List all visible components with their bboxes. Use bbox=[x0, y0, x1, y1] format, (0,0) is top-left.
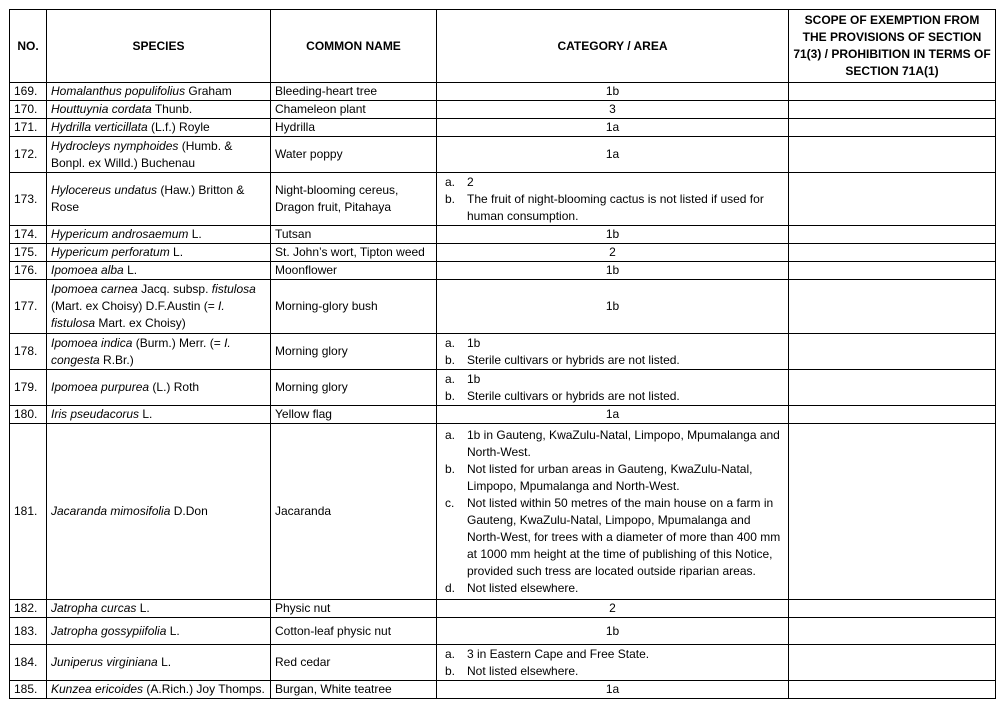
common-name: Jacaranda bbox=[271, 424, 437, 600]
row-number: 185. bbox=[10, 681, 47, 699]
species-name bbox=[47, 618, 271, 645]
species-name bbox=[47, 406, 271, 424]
list-marker: a. bbox=[445, 646, 456, 661]
row-number: 183. bbox=[10, 618, 47, 645]
scientific-name-part: Juniperus virginiana bbox=[51, 655, 158, 669]
scientific-name-part: Hypericum androsaemum bbox=[51, 227, 189, 241]
species-name bbox=[47, 83, 271, 101]
header-no: NO. bbox=[10, 10, 47, 83]
authority-part: L. bbox=[123, 263, 138, 277]
row-number: 178. bbox=[10, 334, 47, 370]
authority-part: L. bbox=[188, 227, 202, 241]
table-row bbox=[10, 645, 996, 681]
category-area bbox=[437, 645, 789, 681]
list-marker: b. bbox=[445, 663, 456, 678]
authority-part: (L.) Roth bbox=[149, 380, 200, 394]
category-area: 1b bbox=[437, 226, 789, 244]
invasive-species-table bbox=[9, 9, 996, 699]
list-text: Not listed elsewhere. bbox=[467, 580, 579, 595]
row-number: 177. bbox=[10, 280, 47, 334]
common-name: Tutsan bbox=[271, 226, 437, 244]
category-area: 1b bbox=[437, 618, 789, 645]
authority-part: L. bbox=[136, 601, 150, 615]
common-name: Red cedar bbox=[271, 645, 437, 681]
list-marker: b. bbox=[445, 388, 456, 403]
table-row bbox=[10, 226, 996, 244]
table-row bbox=[10, 618, 996, 645]
authority-part: L. bbox=[166, 623, 180, 638]
category-list-item bbox=[445, 663, 784, 680]
species-name bbox=[47, 681, 271, 699]
row-number: 171. bbox=[10, 119, 47, 137]
list-marker: b. bbox=[445, 191, 456, 206]
category-list-item bbox=[445, 580, 784, 597]
scope-of-exemption bbox=[789, 618, 996, 645]
category-list-item bbox=[445, 461, 784, 495]
scientific-name-part: I. fistulosa bbox=[51, 299, 225, 330]
category-area bbox=[437, 424, 789, 600]
category-area bbox=[437, 370, 789, 406]
species-name bbox=[47, 262, 271, 280]
table-row bbox=[10, 424, 996, 600]
species-name bbox=[47, 424, 271, 600]
authority-part: D.Don bbox=[170, 504, 208, 518]
authority-part: Thunb. bbox=[151, 102, 193, 116]
authority-part: L. bbox=[139, 407, 153, 421]
authority-part: Mart. ex Choisy) bbox=[95, 316, 186, 330]
row-number: 169. bbox=[10, 83, 47, 101]
scope-of-exemption bbox=[789, 137, 996, 173]
species-name bbox=[47, 226, 271, 244]
list-text: Not listed within 50 metres of the main house on a farm in Gauteng, KwaZulu-Natal, Limpopo, Mpumalanga and North-West, for trees with a diameter of more than 400 mm at 1000 mm height at the time of publishing of this Notice, provided such tress are located outside riparian areas. bbox=[467, 495, 781, 578]
authority-part: R.Br.) bbox=[99, 352, 134, 367]
category-area: 1a bbox=[437, 119, 789, 137]
scope-of-exemption bbox=[789, 119, 996, 137]
scientific-name-part: Hydrocleys nymphoides bbox=[51, 138, 179, 153]
list-marker: c. bbox=[445, 495, 455, 510]
list-text: The fruit of night-blooming cactus is not listed if used for human consumption. bbox=[467, 191, 764, 223]
table-row bbox=[10, 119, 996, 137]
table-body bbox=[10, 83, 996, 699]
scope-of-exemption bbox=[789, 681, 996, 699]
category-list bbox=[445, 646, 784, 680]
common-name: Moonflower bbox=[271, 262, 437, 280]
row-number: 176. bbox=[10, 262, 47, 280]
category-list bbox=[445, 335, 784, 369]
table-row bbox=[10, 101, 996, 119]
authority-part: (Haw.) Britton & Rose bbox=[51, 183, 245, 214]
list-text: Sterile cultivars or hybrids are not listed. bbox=[467, 352, 680, 367]
row-number: 181. bbox=[10, 424, 47, 600]
species-name bbox=[47, 137, 271, 173]
row-number: 182. bbox=[10, 600, 47, 618]
scientific-name-part: Jatropha curcas bbox=[51, 601, 137, 615]
scope-of-exemption bbox=[789, 600, 996, 618]
common-name: Cotton-leaf physic nut bbox=[271, 618, 437, 645]
scientific-name-part: Ipomoea purpurea bbox=[51, 380, 150, 394]
header-species: SPECIES bbox=[47, 10, 271, 83]
category-area: 1a bbox=[437, 137, 789, 173]
list-text: Sterile cultivars or hybrids are not listed. bbox=[467, 388, 680, 403]
authority-part: (Burm.) Merr. (= bbox=[132, 335, 225, 350]
scientific-name-part: Homalanthus populifolius bbox=[51, 84, 186, 98]
table-row bbox=[10, 406, 996, 424]
row-number: 184. bbox=[10, 645, 47, 681]
category-list-item bbox=[445, 427, 784, 461]
table-row bbox=[10, 334, 996, 370]
scope-of-exemption bbox=[789, 226, 996, 244]
scientific-name-part: Hypericum perforatum bbox=[51, 245, 170, 259]
common-name: Water poppy bbox=[271, 137, 437, 173]
scope-of-exemption bbox=[789, 244, 996, 262]
list-text: 1b bbox=[467, 371, 481, 386]
common-name: Physic nut bbox=[271, 600, 437, 618]
species-name bbox=[47, 645, 271, 681]
row-number: 180. bbox=[10, 406, 47, 424]
species-name bbox=[47, 119, 271, 137]
category-list-item bbox=[445, 335, 784, 352]
scope-of-exemption bbox=[789, 645, 996, 681]
table-row bbox=[10, 83, 996, 101]
table-row bbox=[10, 173, 996, 226]
scope-of-exemption bbox=[789, 262, 996, 280]
category-area bbox=[437, 173, 789, 226]
category-list-item bbox=[445, 495, 784, 580]
category-list-item bbox=[445, 646, 784, 663]
scientific-name-part: Ipomoea indica bbox=[51, 335, 133, 350]
scope-of-exemption bbox=[789, 334, 996, 370]
table-row bbox=[10, 370, 996, 406]
category-area: 1a bbox=[437, 681, 789, 699]
category-list bbox=[445, 174, 784, 225]
scope-of-exemption bbox=[789, 101, 996, 119]
species-name bbox=[47, 101, 271, 119]
list-text: Not listed for urban areas in Gauteng, KwaZulu-Natal, Limpopo, Mpumalanga and North-West. bbox=[467, 461, 753, 493]
common-name: Yellow flag bbox=[271, 406, 437, 424]
category-area: 1a bbox=[437, 406, 789, 424]
authority-part: L. bbox=[169, 245, 184, 259]
species-name bbox=[47, 173, 271, 226]
category-area: 3 bbox=[437, 101, 789, 119]
table-row bbox=[10, 600, 996, 618]
scientific-name-part: Jacaranda mimosifolia bbox=[51, 504, 171, 518]
table-row bbox=[10, 137, 996, 173]
scientific-name-part: Jatropha gossypiifolia bbox=[51, 623, 167, 638]
category-list-item bbox=[445, 388, 784, 405]
common-name: St. John’s wort, Tipton weed bbox=[271, 244, 437, 262]
table-row bbox=[10, 681, 996, 699]
category-area bbox=[437, 334, 789, 370]
scientific-name-part: Ipomoea alba bbox=[51, 263, 124, 277]
list-marker: a. bbox=[445, 371, 456, 386]
list-text: Not listed elsewhere. bbox=[467, 663, 579, 678]
list-marker: b. bbox=[445, 352, 456, 367]
authority-part: (A.Rich.) Joy Thomps. bbox=[143, 682, 265, 696]
common-name: Hydrilla bbox=[271, 119, 437, 137]
scientific-name-part: fistulosa bbox=[211, 282, 256, 296]
category-area: 2 bbox=[437, 244, 789, 262]
species-name bbox=[47, 600, 271, 618]
row-number: 174. bbox=[10, 226, 47, 244]
category-list-item bbox=[445, 174, 784, 191]
scientific-name-part: Iris pseudacorus bbox=[51, 407, 140, 421]
common-name: Bleeding-heart tree bbox=[271, 83, 437, 101]
scope-of-exemption bbox=[789, 370, 996, 406]
scope-of-exemption bbox=[789, 280, 996, 334]
table-row bbox=[10, 262, 996, 280]
category-area: 1b bbox=[437, 83, 789, 101]
row-number: 170. bbox=[10, 101, 47, 119]
header-row bbox=[10, 10, 996, 83]
scope-of-exemption bbox=[789, 83, 996, 101]
list-marker: a. bbox=[445, 174, 456, 189]
list-marker: b. bbox=[445, 461, 456, 476]
header-common-name: COMMON NAME bbox=[271, 10, 437, 83]
authority-part: Graham bbox=[185, 84, 232, 98]
scope-of-exemption bbox=[789, 424, 996, 600]
list-text: 2 bbox=[467, 174, 474, 189]
species-name bbox=[47, 370, 271, 406]
scientific-name-part: Hydrilla verticillata bbox=[51, 120, 148, 134]
common-name: Morning-glory bush bbox=[271, 280, 437, 334]
header-scope-of-exemption: SCOPE OF EXEMPTION FROM THE PROVISIONS OF SECTION 71(3) / PROHIBITION IN TERMS OF SECTION 71A(1) bbox=[789, 10, 996, 83]
common-name: Burgan, White teatree bbox=[271, 681, 437, 699]
row-number: 175. bbox=[10, 244, 47, 262]
list-marker: a. bbox=[445, 427, 456, 442]
row-number: 172. bbox=[10, 137, 47, 173]
list-marker: a. bbox=[445, 335, 456, 350]
list-text: 1b bbox=[467, 335, 481, 350]
scientific-name-part: Houttuynia cordata bbox=[51, 102, 152, 116]
authority-part: (Humb. & Bonpl. ex Willd.) Buchenau bbox=[51, 138, 233, 170]
category-list-item bbox=[445, 191, 784, 225]
category-area: 2 bbox=[437, 600, 789, 618]
list-text: 1b in Gauteng, KwaZulu-Natal, Limpopo, Mpumalanga and North-West. bbox=[467, 427, 780, 459]
scientific-name-part: I. congesta bbox=[51, 335, 231, 367]
row-number: 173. bbox=[10, 173, 47, 226]
scope-of-exemption bbox=[789, 173, 996, 226]
category-list-item bbox=[445, 371, 784, 388]
common-name: Morning glory bbox=[271, 370, 437, 406]
species-name bbox=[47, 334, 271, 370]
scientific-name-part: Kunzea ericoides bbox=[51, 682, 144, 696]
list-marker: d. bbox=[445, 580, 456, 595]
common-name: Night-blooming cereus, Dragon fruit, Pitahaya bbox=[271, 173, 437, 226]
category-list bbox=[445, 427, 784, 597]
category-area: 1b bbox=[437, 280, 789, 334]
list-text: 3 in Eastern Cape and Free State. bbox=[467, 646, 650, 661]
category-list-item bbox=[445, 352, 784, 369]
authority-part: (Mart. ex Choisy) D.F.Austin (= bbox=[51, 299, 219, 313]
species-name bbox=[47, 244, 271, 262]
category-area: 1b bbox=[437, 262, 789, 280]
category-list bbox=[445, 371, 784, 405]
authority-part: Jacq. subsp. bbox=[137, 282, 212, 296]
row-number: 179. bbox=[10, 370, 47, 406]
header-category-area: CATEGORY / AREA bbox=[437, 10, 789, 83]
authority-part: (L.f.) Royle bbox=[147, 120, 210, 134]
species-name bbox=[47, 280, 271, 334]
table-row bbox=[10, 280, 996, 334]
scientific-name-part: Hylocereus undatus bbox=[51, 183, 158, 197]
common-name: Chameleon plant bbox=[271, 101, 437, 119]
scientific-name-part: Ipomoea carnea bbox=[51, 282, 138, 296]
authority-part: L. bbox=[157, 655, 172, 669]
scope-of-exemption bbox=[789, 406, 996, 424]
table-row bbox=[10, 244, 996, 262]
common-name: Morning glory bbox=[271, 334, 437, 370]
